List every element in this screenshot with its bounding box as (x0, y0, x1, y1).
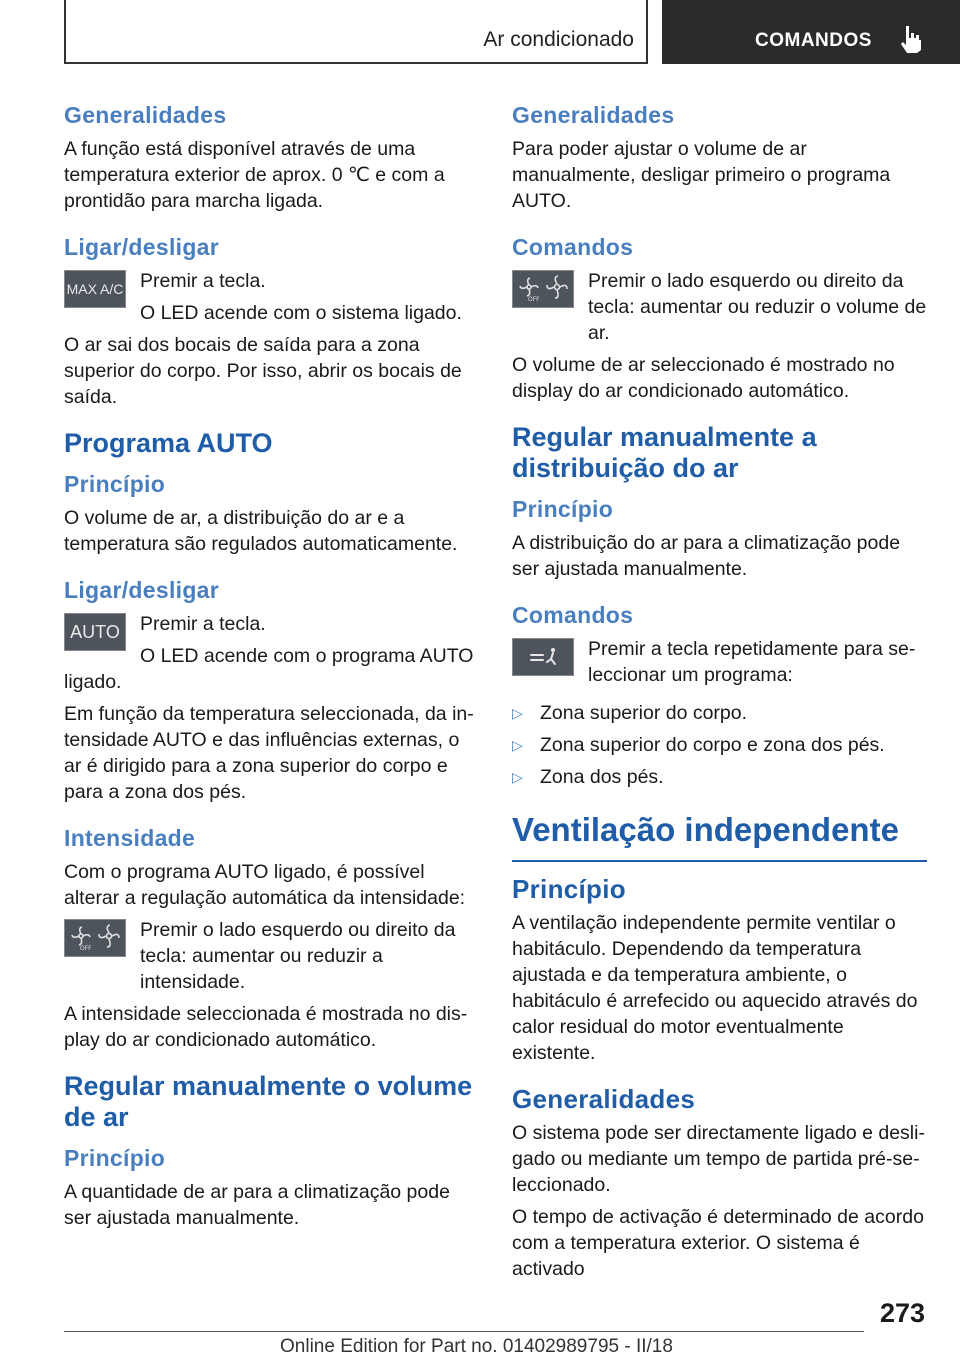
heading-generalidades: Generalidades (512, 102, 675, 128)
paragraph: O LED acende com o programa AUTO ligado. (64, 645, 474, 693)
paragraph: Premir o lado esquerdo ou direito da tecla: aumentar ou reduzir o volume de ar. (588, 270, 927, 344)
paragraph: Premir a tecla. (140, 270, 266, 292)
control-auto (64, 611, 479, 642)
auto-button-icon: AUTO (64, 613, 126, 651)
paragraph: O volume de ar seleccionado é mostrado no display do ar condicionado automático. (512, 354, 895, 402)
paragraph: Premir a tecla. (140, 613, 266, 635)
paragraph: Premir o lado esquerdo ou direito da tecla: aumentar ou reduzir a intensidade. (140, 919, 456, 993)
paragraph: A quantidade de ar para a climatização pode ser ajustada manualmente. (64, 1181, 450, 1229)
air-distribution-button-icon (512, 638, 574, 676)
heading-regular-distribuicao: Regular manualmente a distribuição do ar (512, 422, 817, 483)
hand-pointer-icon (898, 24, 924, 54)
svg-text:OFF: OFF (80, 945, 92, 952)
right-column (512, 100, 927, 1288)
heading-principio: Princípio (64, 471, 166, 497)
triangle-bullet-icon: ▷ (512, 737, 523, 753)
heading-intensidade: Intensidade (64, 825, 196, 851)
paragraph: Com o programa AUTO ligado, é possível alterar a regulação automática da intensidade: (64, 861, 466, 909)
heading-ligar-desligar: Ligar/desligar (64, 577, 220, 603)
footer-divider (64, 1331, 864, 1332)
heading-principio: Princípio (512, 874, 626, 904)
heading-comandos: Comandos (512, 234, 634, 260)
heading-ventilacao-independente: Ventilação independente (512, 808, 927, 862)
footer-edition: Online Edition for Part no. 01402989795 - II/18 (280, 1336, 673, 1357)
paragraph: O LED acende com o sistema ligado. (140, 302, 462, 324)
fan-button-icon (64, 919, 126, 957)
paragraph: O tempo de activação é determinado de acordo com a temperatura exterior. O sistema é activado (512, 1206, 924, 1280)
heading-generalidades: Generalidades (64, 102, 227, 128)
heading-comandos: Comandos (512, 602, 634, 628)
paragraph: O volume de ar, a distribuição do ar e a temperatura são regulados automaticamente. (64, 507, 458, 555)
triangle-bullet-icon: ▷ (512, 705, 523, 721)
header-section-title: Ar condicionado (483, 28, 634, 51)
control-fan (64, 917, 479, 995)
control-fan (512, 268, 927, 346)
control-max-ac (64, 268, 479, 332)
paragraph: O sistema pode ser directamente ligado e desligado ou mediante um tempo de partida pré-seleccionado. (512, 1122, 925, 1196)
heading-principio: Princípio (512, 496, 614, 522)
heading-regular-volume: Regular manualmente o volume de ar (64, 1071, 473, 1132)
list-item: ▷ Zona superior do corpo. (512, 702, 748, 724)
left-column (64, 100, 479, 1237)
list-item: ▷ Zona dos pés. (512, 766, 664, 788)
svg-text:OFF: OFF (528, 296, 540, 303)
control-air-distribution (512, 636, 927, 700)
program-list (512, 700, 927, 790)
heading-ligar-desligar: Ligar/desligar (64, 234, 220, 260)
list-item: ▷ Zona superior do corpo e zona dos pés. (512, 734, 885, 756)
header-section-box (64, 0, 648, 64)
heading-programa-auto: Programa AUTO (64, 428, 273, 458)
triangle-bullet-icon: ▷ (512, 769, 523, 785)
heading-generalidades: Generalidades (512, 1084, 696, 1114)
header-chapter-tab (662, 0, 960, 64)
heading-principio: Princípio (64, 1145, 166, 1171)
header-chapter-title: COMANDOS (755, 30, 872, 51)
page-number: 273 (880, 1298, 926, 1328)
fan-button-icon (512, 270, 574, 308)
paragraph: Em função da temperatura seleccionada, da intensidade AUTO e das influências externas, o ar é dirigido para a zona superior do corpo e para a zona dos pés. (64, 703, 474, 803)
paragraph: Para poder ajustar o volume de ar manualmente, desligar primeiro o programa AUTO. (512, 138, 891, 212)
paragraph: A ventilação independente permite ventilar o habitáculo. Dependendo da temperatura ajustada e da temperatura ambiente, o habitáculo é arrefecido ou aquecido através do calor residual do motor eventualmente existente. (512, 912, 918, 1064)
paragraph: A intensidade seleccionada é mostrada no display do ar condicionado automático. (64, 1003, 468, 1051)
paragraph: A função está disponível através de uma temperatura exterior de aprox. 0 ℃ e com a prontidão para marcha ligada. (64, 138, 445, 212)
max-ac-button-icon: MAX A/C (64, 270, 126, 308)
paragraph: Premir a tecla repetidamente para seleccionar um programa: (588, 638, 916, 686)
paragraph: A distribuição do ar para a climatização pode ser ajustada manualmente. (512, 532, 901, 580)
paragraph: O ar sai dos bocais de saída para a zona superior do corpo. Por isso, abrir os bocais de saída. (64, 334, 462, 408)
